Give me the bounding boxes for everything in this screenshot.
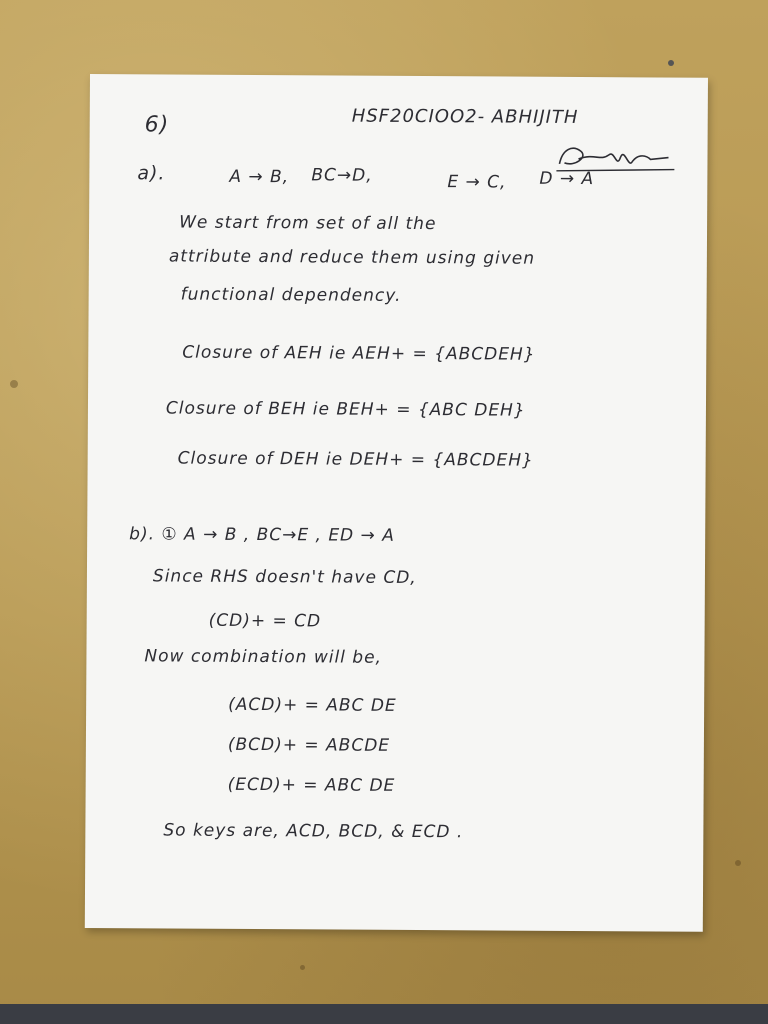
closure-deh: Closure of DEH ie DEH+ = {ABCDEH}: [177, 448, 534, 471]
explanation-line-3: functional dependency.: [180, 284, 402, 306]
part-b-heading: b). ① A → B , BC→E , ED → A: [129, 524, 395, 546]
part-a-label: a).: [137, 162, 166, 185]
explanation-line-2: attribute and reduce them using given: [168, 246, 536, 269]
part-b-line-4: (ACD)+ = ABC DE: [228, 694, 397, 716]
fd-2: BC→D,: [311, 165, 373, 186]
handwritten-page: [85, 74, 708, 932]
part-b-line-2: (CD)+ = CD: [208, 610, 322, 632]
part-b-line-1: Since RHS doesn't have CD,: [152, 566, 417, 589]
student-id: HSF20CIOO2- ABHIJITH: [351, 105, 579, 128]
closure-beh: Closure of BEH ie BEH+ = {ABC DEH}: [165, 398, 526, 421]
bottom-edge: [0, 1004, 768, 1024]
question-number: 6): [144, 112, 170, 138]
thumbtack: [668, 60, 674, 66]
part-b-conclusion: So keys are, ACD, BCD, & ECD .: [163, 820, 464, 843]
part-b-line-5: (BCD)+ = ABCDE: [227, 734, 391, 756]
part-b-line-6: (ECD)+ = ABC DE: [227, 774, 396, 796]
fd-3: E → C,: [447, 172, 507, 193]
fd-1: A → B,: [229, 166, 290, 188]
fd-4: D → A: [539, 168, 595, 190]
closure-aeh: Closure of AEH ie AEH+ = {ABCDEH}: [182, 342, 536, 365]
explanation-line-1: We start from set of all the: [179, 212, 437, 235]
part-b-line-3: Now combination will be,: [144, 646, 383, 668]
